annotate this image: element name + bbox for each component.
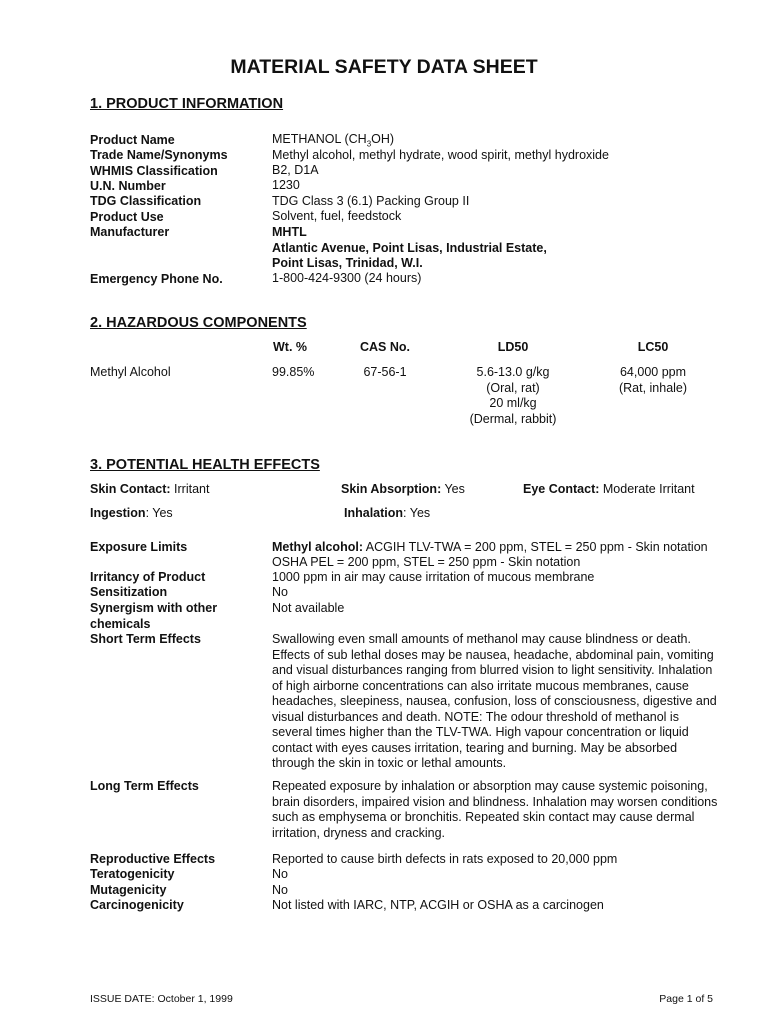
paragraph-line: Swallowing even small amounts of methanol may cause blindness or death.: [272, 632, 691, 646]
reproductive-effects-label: Reproductive Effects: [90, 852, 216, 866]
ld50-cell: [453, 365, 573, 427]
paragraph-line: headaches, sleepiness, nausea, confusion, loss of consciousness, digestive and: [272, 694, 717, 708]
synergism-label: [90, 601, 217, 632]
manufacturer-address-line-1: Atlantic Avenue, Point Lisas, Industrial Estate,: [272, 241, 547, 255]
long-term-effects-text: [272, 779, 724, 841]
component-cas: 67-56-1: [363, 365, 407, 379]
paragraph-line: Effects of sub lethal doses may be nausea, headache, abdominal pain, vomiting: [272, 647, 714, 662]
section-1-heading: 1. PRODUCT INFORMATION: [90, 96, 284, 112]
mutagenicity-label: Mutagenicity: [90, 883, 167, 897]
synergism-label-line: Synergism with other: [90, 601, 218, 615]
section-2-heading: 2. HAZARDOUS COMPONENTS: [90, 315, 307, 331]
manufacturer-name: MHTL: [272, 225, 307, 239]
sensitization-label: Sensitization: [90, 585, 168, 599]
paragraph-line: such as emphysema or bronchitis. Repeated skin contact may cause dermal: [272, 810, 695, 824]
component-name: Methyl Alcohol: [90, 365, 171, 379]
mutagenicity-value: No: [272, 883, 288, 897]
emergency-phone-label: Emergency Phone No.: [90, 272, 223, 286]
trade-name-label: Trade Name/Synonyms: [90, 148, 228, 162]
page-number: Page 1 of 5: [659, 993, 713, 1005]
short-term-effects-label: Short Term Effects: [90, 632, 201, 646]
paragraph-line: through the skin in toxic or lethal amounts.: [272, 756, 507, 770]
long-term-effects-label: Long Term Effects: [90, 779, 199, 793]
paragraph-line: several times higher than the TLV-TWA. High vapour concentration or liquid: [272, 725, 689, 739]
document-title: MATERIAL SAFETY DATA SHEET: [230, 56, 538, 78]
tdg-value: TDG Class 3 (6.1) Packing Group II: [272, 194, 470, 208]
exposure-limits-label: Exposure Limits: [90, 540, 188, 554]
sensitization-value: No: [272, 585, 288, 599]
ld50-line: (Dermal, rabbit): [469, 411, 557, 426]
irritancy-value: 1000 ppm in air may cause irritation of mucous membrane: [272, 570, 595, 584]
eye-contact: Eye Contact: Moderate Irritant: [523, 482, 695, 496]
emergency-phone-value: 1-800-424-9300 (24 hours): [272, 271, 422, 285]
paragraph-line: irritation, dryness and cracking.: [272, 825, 445, 840]
col-header-ld50: LD50: [497, 340, 529, 354]
section-3-heading: 3. POTENTIAL HEALTH EFFECTS: [90, 457, 320, 473]
exposure-limits-line-1: Methyl alcohol: ACGIH TLV-TWA = 200 ppm, STEL = 250 ppm - Skin notation: [272, 540, 708, 554]
synergism-label-line: chemicals: [90, 616, 151, 631]
reproductive-effects-value: Reported to cause birth defects in rats exposed to 20,000 ppm: [272, 852, 618, 866]
product-name-value: METHANOL $(CH_3OH)$: [272, 132, 395, 149]
ld50-line: 20 ml/kg: [489, 396, 537, 410]
skin-contact: Skin Contact: Irritant: [90, 482, 210, 496]
carcinogenicity-value: Not listed with IARC, NTP, ACGIH or OSHA as a carcinogen: [272, 898, 604, 912]
col-header-cas: CAS No.: [360, 340, 410, 354]
col-header-lc50: LC50: [637, 340, 669, 354]
ingestion: Ingestion: Yes: [90, 506, 173, 520]
skin-absorption: Skin Absorption: Yes: [341, 482, 465, 496]
paragraph-line: visual disturbances and death. NOTE: The odour threshold of methanol is: [272, 709, 679, 724]
component-wt: 99.85%: [272, 365, 315, 379]
paragraph-line: brain disorders, impaired vision and blindness. Inhalation may worsen conditions: [272, 794, 718, 809]
irritancy-label: Irritancy of Product: [90, 570, 206, 584]
carcinogenicity-label: Carcinogenicity: [90, 898, 184, 912]
col-header-wt: Wt. %: [272, 340, 308, 354]
lc50-cell: [593, 365, 713, 396]
whmis-label: WHMIS Classification: [90, 164, 218, 178]
trade-name-value: Methyl alcohol, methyl hydrate, wood spirit, methyl hydroxide: [272, 148, 609, 162]
whmis-value: B2, D1A: [272, 163, 319, 177]
product-use-label: Product Use: [90, 210, 164, 224]
short-term-effects-text: [272, 632, 724, 772]
ld50-line: (Oral, rat): [486, 380, 540, 395]
issue-date: ISSUE DATE: October 1, 1999: [90, 993, 233, 1005]
synergism-value: Not available: [272, 601, 345, 615]
paragraph-line: and visual disturbances ranging from blurred vision to light sensitivity. Inhalation: [272, 663, 713, 677]
paragraph-line: of high airborne concentrations can also irritate mucous membranes, cause: [272, 678, 689, 693]
lc50-line: 64,000 ppm: [619, 365, 687, 379]
un-number-label: U.N. Number: [90, 179, 166, 193]
paragraph-line: contact with eyes causes irritation, tearing and burning. May be absorbed: [272, 740, 678, 755]
teratogenicity-value: No: [272, 867, 288, 881]
manufacturer-address-line-2: Point Lisas, Trinidad, W.I.: [272, 256, 423, 270]
un-number-value: 1230: [272, 178, 300, 192]
exposure-limits-line-2: OSHA PEL = 200 ppm, STEL = 250 ppm - Skin notation: [272, 555, 581, 569]
lc50-line: (Rat, inhale): [618, 380, 688, 395]
paragraph-line: Repeated exposure by inhalation or absorption may cause systemic poisoning,: [272, 779, 708, 793]
tdg-label: TDG Classification: [90, 194, 202, 208]
product-use-value: Solvent, fuel, feedstock: [272, 209, 402, 223]
teratogenicity-label: Teratogenicity: [90, 867, 175, 881]
product-name-label: Product Name: [90, 133, 175, 147]
manufacturer-label: Manufacturer: [90, 225, 170, 239]
inhalation: Inhalation: Yes: [344, 506, 431, 520]
ld50-line: 5.6-13.0 g/kg: [476, 365, 550, 379]
